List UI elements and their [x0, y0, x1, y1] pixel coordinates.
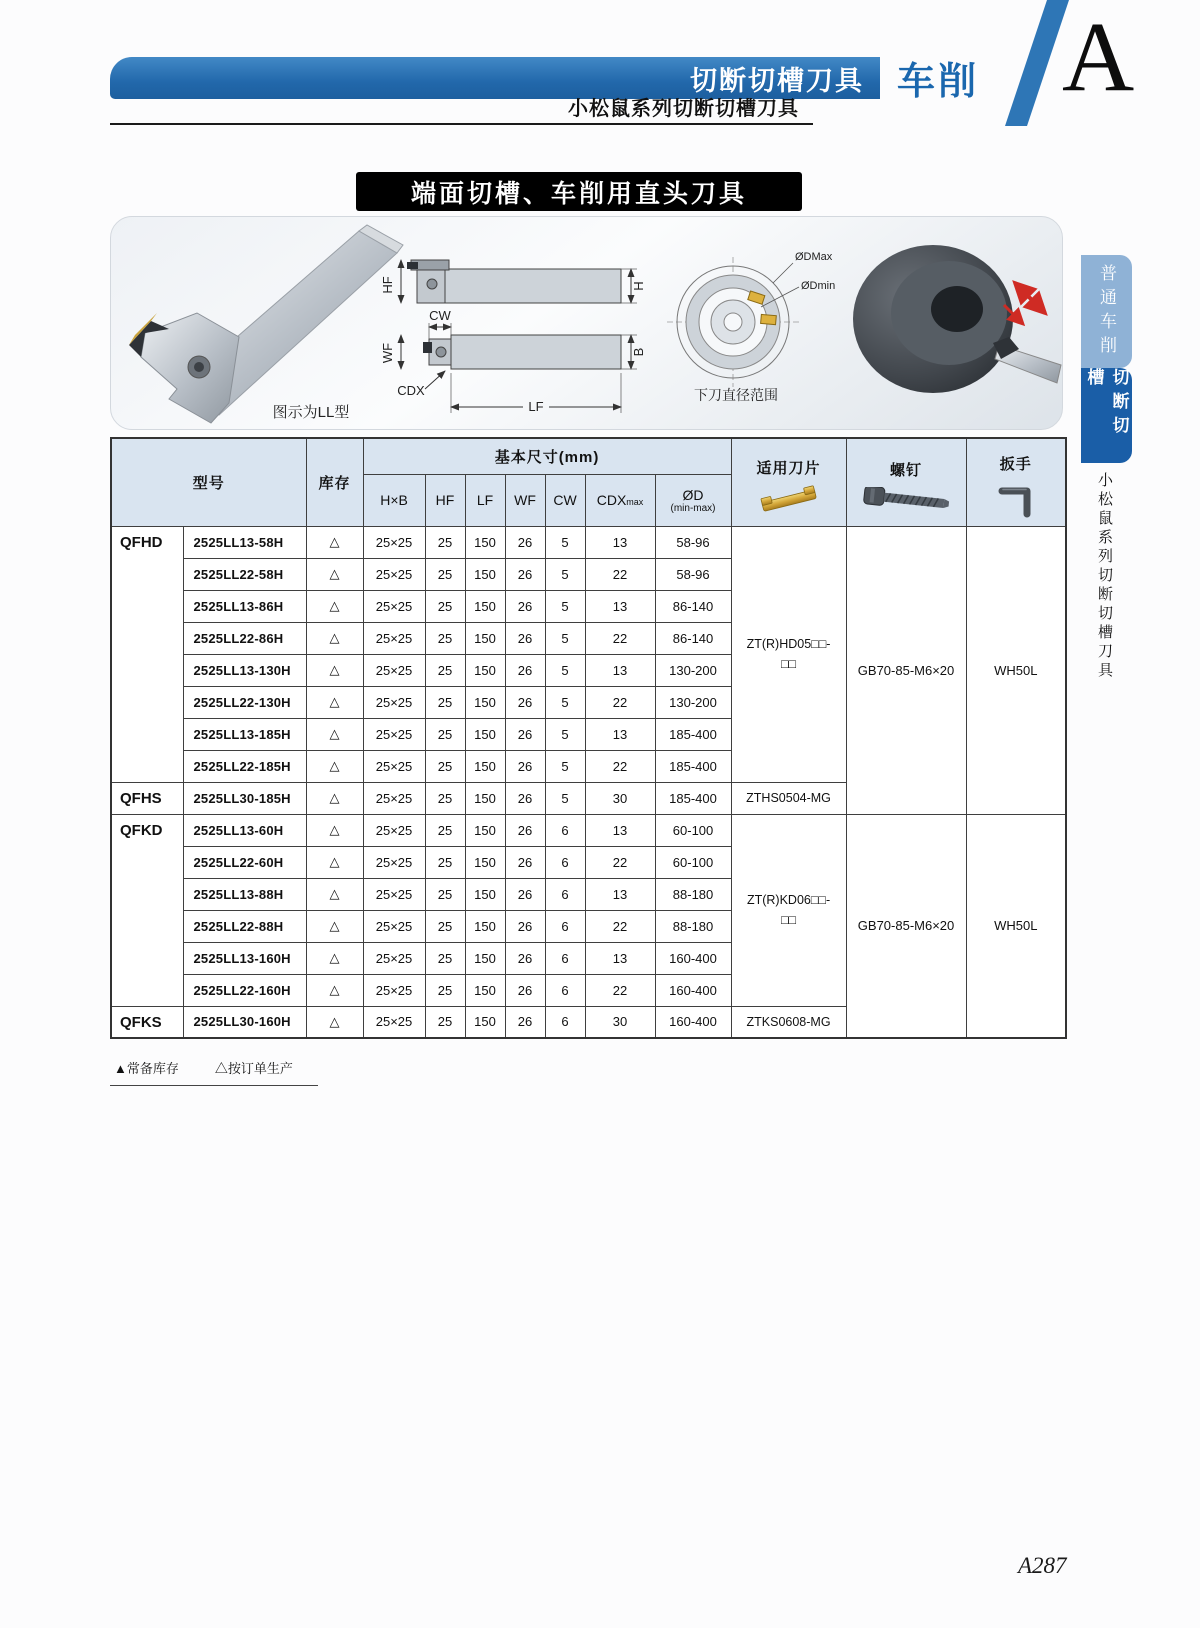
toolholder-photo	[129, 225, 403, 423]
wf-cell: 26	[505, 782, 545, 814]
od-cell: 86-140	[655, 590, 731, 622]
col-header-wrench	[966, 438, 1066, 526]
model-cell: 2525LL22-130H	[183, 686, 306, 718]
cdx-cell: 13	[585, 878, 655, 910]
screw-icon	[862, 487, 950, 513]
wf-cell: 26	[505, 750, 545, 782]
hf-cell: 25	[425, 846, 465, 878]
od-cell: 130-200	[655, 686, 731, 718]
wf-cell: 26	[505, 974, 545, 1006]
col-header-wrench-label: 扳手	[999, 456, 1032, 474]
stock-cell: △	[306, 1006, 363, 1038]
wf-cell: 26	[505, 718, 545, 750]
model-cell: 2525LL22-58H	[183, 558, 306, 590]
hf-cell: 25	[425, 526, 465, 558]
lf-cell: 150	[465, 814, 505, 846]
dim-label-h: H	[631, 281, 646, 291]
series-code-cell: QFHS	[111, 782, 183, 814]
col-header-od	[655, 474, 731, 526]
hf-cell: 25	[425, 590, 465, 622]
hxb-cell: 25×25	[363, 1006, 425, 1038]
cw-cell: 6	[545, 910, 585, 942]
hxb-cell: 25×25	[363, 878, 425, 910]
stock-cell: △	[306, 910, 363, 942]
hxb-cell: 25×25	[363, 622, 425, 654]
hf-cell: 25	[425, 878, 465, 910]
hf-cell: 25	[425, 686, 465, 718]
series-code-cell: QFKS	[111, 1006, 183, 1038]
cdx-cell: 22	[585, 846, 655, 878]
wf-cell: 26	[505, 654, 545, 686]
dim-label-hf: HF	[380, 276, 395, 294]
model-cell: 2525LL22-86H	[183, 622, 306, 654]
hxb-cell: 25×25	[363, 910, 425, 942]
hxb-cell: 25×25	[363, 846, 425, 878]
od-cell: 160-400	[655, 942, 731, 974]
cw-cell: 6	[545, 846, 585, 878]
spec-table-body	[111, 526, 1066, 1038]
diameter-range-diagram	[667, 251, 835, 403]
col-header-lf: LF	[465, 474, 505, 526]
lf-cell: 150	[465, 974, 505, 1006]
stock-cell: △	[306, 846, 363, 878]
hxb-cell: 25×25	[363, 814, 425, 846]
lf-cell: 150	[465, 654, 505, 686]
cdx-cell: 22	[585, 974, 655, 1006]
hf-cell: 25	[425, 622, 465, 654]
model-cell: 2525LL30-160H	[183, 1006, 306, 1038]
cw-cell: 5	[545, 590, 585, 622]
cdx-cell: 22	[585, 910, 655, 942]
cw-cell: 5	[545, 622, 585, 654]
stock-cell: △	[306, 942, 363, 974]
hf-cell: 25	[425, 814, 465, 846]
stock-cell: △	[306, 526, 363, 558]
wf-cell: 26	[505, 878, 545, 910]
hf-cell: 25	[425, 1006, 465, 1038]
diagram-caption: 图示为LL型	[272, 404, 350, 421]
cw-cell: 5	[545, 782, 585, 814]
hf-cell: 25	[425, 974, 465, 1006]
col-header-cw: CW	[545, 474, 585, 526]
series-subtitle-rule	[110, 92, 813, 125]
wf-cell: 26	[505, 622, 545, 654]
cw-cell: 6	[545, 878, 585, 910]
od-cell: 86-140	[655, 622, 731, 654]
wf-cell: 26	[505, 814, 545, 846]
cw-cell: 6	[545, 942, 585, 974]
hxb-cell: 25×25	[363, 782, 425, 814]
od-cell: 60-100	[655, 814, 731, 846]
stock-cell: △	[306, 686, 363, 718]
model-cell: 2525LL13-88H	[183, 878, 306, 910]
cw-cell: 5	[545, 526, 585, 558]
col-header-hf: HF	[425, 474, 465, 526]
category-title: 切断切槽刀具	[690, 65, 864, 96]
cw-cell: 6	[545, 814, 585, 846]
od-cell: 60-100	[655, 846, 731, 878]
wf-cell: 26	[505, 910, 545, 942]
model-cell: 2525LL22-88H	[183, 910, 306, 942]
cdx-cell: 30	[585, 782, 655, 814]
diagram-panel	[110, 216, 1063, 430]
hxb-cell: 25×25	[363, 942, 425, 974]
lf-cell: 150	[465, 686, 505, 718]
hf-cell: 25	[425, 558, 465, 590]
hxb-cell: 25×25	[363, 590, 425, 622]
turning-label: 车削	[897, 61, 980, 103]
cdx-cell: 22	[585, 750, 655, 782]
col-header-screw	[846, 438, 966, 526]
cw-cell: 5	[545, 558, 585, 590]
stock-cell: △	[306, 654, 363, 686]
col-header-cdxmax	[585, 474, 655, 526]
od-cell: 58-96	[655, 558, 731, 590]
diameter-range-caption: 下刀直径范围	[694, 387, 778, 403]
od-cell: 160-400	[655, 1006, 731, 1038]
series-code-cell: QFHD	[111, 526, 183, 782]
wf-cell: 26	[505, 846, 545, 878]
hxb-cell: 25×25	[363, 526, 425, 558]
product-diagram	[111, 217, 1063, 430]
col-header-hxb: H×B	[363, 474, 425, 526]
dim-label-wf: WF	[380, 342, 395, 364]
cw-cell: 5	[545, 718, 585, 750]
hxb-cell: 25×25	[363, 718, 425, 750]
cdx-cell: 13	[585, 590, 655, 622]
wf-cell: 26	[505, 1006, 545, 1038]
cdx-text: CDX	[596, 492, 627, 508]
page-number: A287	[1018, 1553, 1067, 1578]
legend-made-to-order: △按订单生产	[214, 1061, 293, 1076]
col-header-dims-group: 基本尺寸(mm)	[363, 438, 731, 474]
lf-cell: 150	[465, 1006, 505, 1038]
od-cell: 185-400	[655, 750, 731, 782]
lf-cell: 150	[465, 846, 505, 878]
sidebar-series-label: 小松鼠系列切断切槽刀具	[1096, 472, 1113, 681]
table-header-row-1	[111, 438, 1066, 474]
od-cell: 160-400	[655, 974, 731, 1006]
model-cell: 2525LL22-60H	[183, 846, 306, 878]
dimension-drawing	[380, 260, 646, 414]
insert-model-cell: ZTKS0608-MG	[731, 1006, 846, 1038]
cdx-cell: 13	[585, 654, 655, 686]
hf-cell: 25	[425, 910, 465, 942]
od-cell: 185-400	[655, 718, 731, 750]
lf-cell: 150	[465, 878, 505, 910]
stock-cell: △	[306, 622, 363, 654]
cdx-cell: 22	[585, 686, 655, 718]
cdx-cell: 13	[585, 942, 655, 974]
cdx-cell: 22	[585, 622, 655, 654]
od-sub-text: (min-max)	[670, 502, 716, 514]
spec-row	[111, 526, 1066, 558]
wf-cell: 26	[505, 686, 545, 718]
col-header-model: 型号	[111, 438, 306, 526]
od-cell: 88-180	[655, 910, 731, 942]
stock-cell: △	[306, 750, 363, 782]
hxb-cell: 25×25	[363, 974, 425, 1006]
wf-cell: 26	[505, 526, 545, 558]
stock-cell: △	[306, 718, 363, 750]
cdx-cell: 30	[585, 1006, 655, 1038]
application-photo	[853, 245, 1061, 393]
section-letter: A	[1062, 1, 1135, 112]
insert-model-cell: ZT(R)KD06□□-□□	[731, 814, 846, 1006]
hxb-cell: 25×25	[363, 686, 425, 718]
hxb-cell: 25×25	[363, 558, 425, 590]
lf-cell: 150	[465, 942, 505, 974]
series-code-cell: QFKD	[111, 814, 183, 1006]
cdx-cell: 13	[585, 718, 655, 750]
od-cell: 130-200	[655, 654, 731, 686]
col-header-insert	[731, 438, 846, 526]
stock-cell: △	[306, 878, 363, 910]
wf-cell: 26	[505, 590, 545, 622]
hf-cell: 25	[425, 718, 465, 750]
model-cell: 2525LL22-185H	[183, 750, 306, 782]
insert-icon	[758, 485, 820, 515]
stock-cell: △	[306, 814, 363, 846]
lf-cell: 150	[465, 750, 505, 782]
wf-cell: 26	[505, 942, 545, 974]
model-cell: 2525LL13-86H	[183, 590, 306, 622]
insert-model-cell: ZT(R)HD05□□-□□	[731, 526, 846, 782]
stock-cell: △	[306, 590, 363, 622]
lf-cell: 150	[465, 718, 505, 750]
col-header-wf: WF	[505, 474, 545, 526]
model-cell: 2525LL22-160H	[183, 974, 306, 1006]
od-cell: 88-180	[655, 878, 731, 910]
od-cell: 185-400	[655, 782, 731, 814]
cdx-cell: 13	[585, 814, 655, 846]
legend-stocked: ▲常备库存	[114, 1061, 179, 1076]
col-header-stock: 库存	[306, 438, 363, 526]
cdx-cell: 22	[585, 558, 655, 590]
od-text: ØD	[682, 486, 704, 503]
od-max-label: ØDMax	[795, 251, 833, 263]
col-header-screw-label: 螺钉	[890, 462, 923, 480]
screw-model-cell: GB70-85-M6×20	[846, 526, 966, 814]
cw-cell: 6	[545, 974, 585, 1006]
cw-cell: 5	[545, 686, 585, 718]
cw-cell: 6	[545, 1006, 585, 1038]
wrench-icon	[993, 481, 1039, 519]
dim-label-b: B	[631, 347, 646, 357]
lf-cell: 150	[465, 622, 505, 654]
hf-cell: 25	[425, 942, 465, 974]
od-min-label: ØDmin	[801, 280, 836, 292]
lf-cell: 150	[465, 910, 505, 942]
cw-cell: 5	[545, 750, 585, 782]
model-cell: 2525LL13-130H	[183, 654, 306, 686]
cdx-sub-text: max	[626, 497, 644, 507]
model-cell: 2525LL13-160H	[183, 942, 306, 974]
model-cell: 2525LL13-58H	[183, 526, 306, 558]
stock-cell: △	[306, 558, 363, 590]
lf-cell: 150	[465, 526, 505, 558]
cdx-cell: 13	[585, 526, 655, 558]
stock-legend	[110, 1058, 318, 1086]
col-header-insert-label: 适用刀片	[756, 460, 821, 478]
model-cell: 2525LL13-185H	[183, 718, 306, 750]
lf-cell: 150	[465, 590, 505, 622]
hf-cell: 25	[425, 654, 465, 686]
wrench-model-cell: WH50L	[966, 814, 1066, 1038]
hf-cell: 25	[425, 750, 465, 782]
lf-cell: 150	[465, 558, 505, 590]
stock-cell: △	[306, 782, 363, 814]
od-cell: 58-96	[655, 526, 731, 558]
dim-label-cw: CW	[429, 308, 451, 323]
model-cell: 2525LL13-60H	[183, 814, 306, 846]
model-cell: 2525LL30-185H	[183, 782, 306, 814]
tab-cutoff-grooving: 切断切槽	[1081, 368, 1132, 463]
series-subtitle: 小松鼠系列切断切槽刀具	[568, 98, 799, 120]
hxb-cell: 25×25	[363, 750, 425, 782]
section-title-bar: 端面切槽、车削用直头刀具	[356, 172, 802, 211]
hf-cell: 25	[425, 782, 465, 814]
stock-cell: △	[306, 974, 363, 1006]
wf-cell: 26	[505, 558, 545, 590]
spec-table	[110, 437, 1067, 1039]
cw-cell: 5	[545, 654, 585, 686]
hxb-cell: 25×25	[363, 654, 425, 686]
spec-row	[111, 814, 1066, 846]
insert-model-cell: ZTHS0504-MG	[731, 782, 846, 814]
screw-model-cell: GB70-85-M6×20	[846, 814, 966, 1038]
tab-normal-turning: 普通车削	[1081, 255, 1132, 368]
dim-label-lf: LF	[528, 399, 544, 414]
wrench-model-cell: WH50L	[966, 526, 1066, 814]
lf-cell: 150	[465, 782, 505, 814]
dim-label-cdx: CDX	[397, 383, 425, 398]
